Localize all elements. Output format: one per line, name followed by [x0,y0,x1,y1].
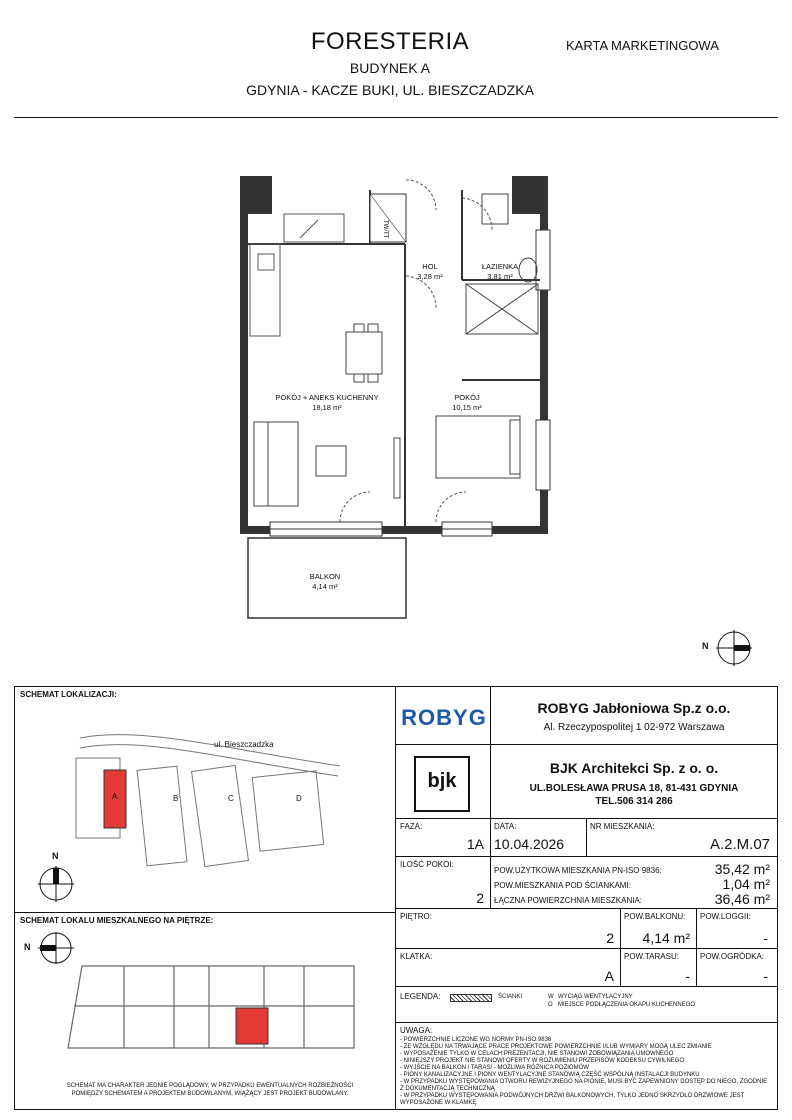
header-divider [14,117,778,118]
legend-w: W [548,994,554,1000]
legend-o: O [548,1002,553,1008]
area1-label: POW.UŻYTKOWA MIESZKANIA PN-ISO 9836: [494,866,662,875]
room-name-pokoj: POKÓJ [454,393,480,402]
pietro-value: 2 [606,930,614,946]
shaft-label: TW/TT [382,220,388,239]
note-item: - NINIEJSZY PROJEKT NIE STANOWI OFERTY W ROZUMIENIU PRZEPISÓW KODEKSU CYWILNEGO [400,1058,685,1064]
note-item: - W PRZYPADKU WYSTĘPOWANIA PODWÓJNYCH DRZWI BALKONOWYCH, TYLKO JEDNO SKRZYDŁO DRZWIOWE JEST WYPOSAŻONE W KLAMKĘ [400,1093,745,1106]
architect-address: UL.BOLESŁAWA PRUSA 18, 81-431 GDYNIA [529,783,739,794]
street-label: ul. Bieszczadzka [214,740,274,749]
note-item: - POWIERZCHNIE LICZONE WG NORMY PN-ISO 9836 [400,1037,552,1043]
taras-value: - [685,968,690,984]
room-name-hol: HOL [422,262,438,271]
area3-label: ŁĄCZNA POWIERZCHNIA MIESZKANIA: [494,896,643,905]
klatka-label: KLATKA: [400,952,433,961]
note-item: - WYPOSAŻENIE TYLKO W CELACH PREZENTACJI, NIE STANOWI ZOBOWIĄZANIA UMOWNEGO [400,1051,674,1057]
building-b-label: B [173,794,179,803]
legend-label: LEGENDA: [400,992,441,1001]
taras-label: POW.TARASU: [624,952,679,961]
note-item: - WYJŚCIE NA BALKON / TARAS/ - MOŻLIWA RÓŻNICA POZIOMÓW [400,1065,589,1071]
faza-value: 1A [466,836,484,852]
legend-scianki-swatch [450,994,492,1002]
nr-value: A.2.M.07 [709,836,770,853]
bjk-logo [414,756,470,812]
area2-label: POW.MIESZKANIA POD ŚCIANKAMI: [494,881,631,890]
legend-scianki: ŚCIANKI [498,994,523,1000]
note-item: - ZE WZGLĘDU NA TRWAJĄCE PRACE PROJEKTOWE POWIERZCHNIE I/LUB WYMIARY MOGĄ ULEC ZMIANIE [400,1044,712,1050]
data-value: 10.04.2026 [494,836,565,852]
location-compass-letter: N [52,851,59,861]
area1-value: 35,42 m² [714,861,770,877]
bjk-logo-text: bjk [427,770,457,792]
area3-value: 36,46 m² [714,891,770,907]
floor-schema-title: SCHEMAT LOKALU MIESZKALNEGO NA PIĘTRZE: [20,916,214,925]
ogrodek-label: POW.OGRÓDKA: [700,952,765,961]
room-area-lazienka: 3,81 m² [487,272,513,281]
project-title: FORESTERIA [310,28,470,55]
room-area-pokoj: 10,15 m² [452,403,482,412]
location-title: SCHEMAT LOKALIZACJI: [20,690,117,699]
notes-label: UWAGA: [400,1026,433,1035]
architect-phone: TEL.506 314 286 [595,796,673,807]
notes-list [400,1037,772,1107]
disclaimer-text: SCHEMAT MA CHARAKTER JEDNIE POGLĄDOWY, W PRZYPADKU EWENTUALNYCH ROZBIEŻNOŚCI POMIĘDZY SCHEMATEM A PROJEKTEM BUDOWLANYM, WIĄŻĄCY JEST PROJEKT BUDOWLANY. [66,1083,354,1097]
area2-value: 1,04 m² [722,876,770,892]
building-a-label: A [112,792,118,801]
room-name-living: POKÓJ + ANEKS KUCHENNY [275,393,379,402]
pokoje-label: ILOŚĆ POKOI: [400,860,454,869]
room-area-hol: 3,28 m² [417,272,443,281]
compass-letter: N [702,641,709,651]
address-label: GDYNIA - KACZE BUKI, UL. BIESZCZADZKA [246,82,534,98]
card-type-label: KARTA MARKETINGOWA [566,38,719,53]
balkon-value: 4,14 m² [642,930,690,946]
pietro-label: PIĘTRO: [400,912,433,921]
floor-schema-map [64,960,364,1056]
legend-o-desc: MIEJSCE PODŁĄCZENIA OKAPU KUCHENNEGO [558,1002,696,1008]
note-item: - W PRZYPADKU WYSTĘPOWANIA OTWORU REWIZYJNEGO NA PIONIE, MUSI BYĆ ZAPEWNIONY DOSTĘP DO NIEGO, ZGODNIE Z DOKUMENTACJĄ TECHNICZNĄ [400,1079,768,1092]
loggia-value: - [763,930,768,946]
architect-name: BJK Architekci Sp. z o. o. [549,760,719,776]
room-name-balkon: BALKON [309,572,341,581]
faza-label: FAZA: [400,822,423,831]
room-area-balkon: 4,14 m² [312,582,338,591]
developer-address: Al. Rzeczypospolitej 1 02-972 Warszawa [543,722,725,733]
pokoje-value: 2 [476,890,484,906]
ogrodek-value: - [763,968,768,984]
note-item: - PIONY KANALIZACYJNE I PIONY WENTYLACYJNE STANOWIĄ CZĘŚĆ WSPÓLNĄ INSTALACJI BUDYNKU [400,1072,700,1078]
location-map [60,718,350,868]
legend-w-desc: WYCIĄG WENTYLACYJNY [558,994,633,1000]
klatka-value: A [604,968,614,984]
nr-label: NR MIESZKANIA: [590,822,655,831]
building-label: BUDYNEK A [349,60,431,76]
room-name-lazienka: ŁAZIENKA [481,262,519,271]
location-compass-icon [36,858,76,904]
data-label: DATA: [494,822,517,831]
loggia-label: POW.LOGGII: [700,912,751,921]
building-d-label: D [296,794,302,803]
room-area-living: 18,18 m² [312,403,342,412]
robyg-logo: ROBYG [401,705,487,730]
balkon-label: POW.BALKONU: [624,912,686,921]
developer-name: ROBYG Jabłoniowa Sp.z o.o. [537,700,731,716]
floor-compass-letter: N [24,942,31,952]
building-c-label: C [228,794,234,803]
